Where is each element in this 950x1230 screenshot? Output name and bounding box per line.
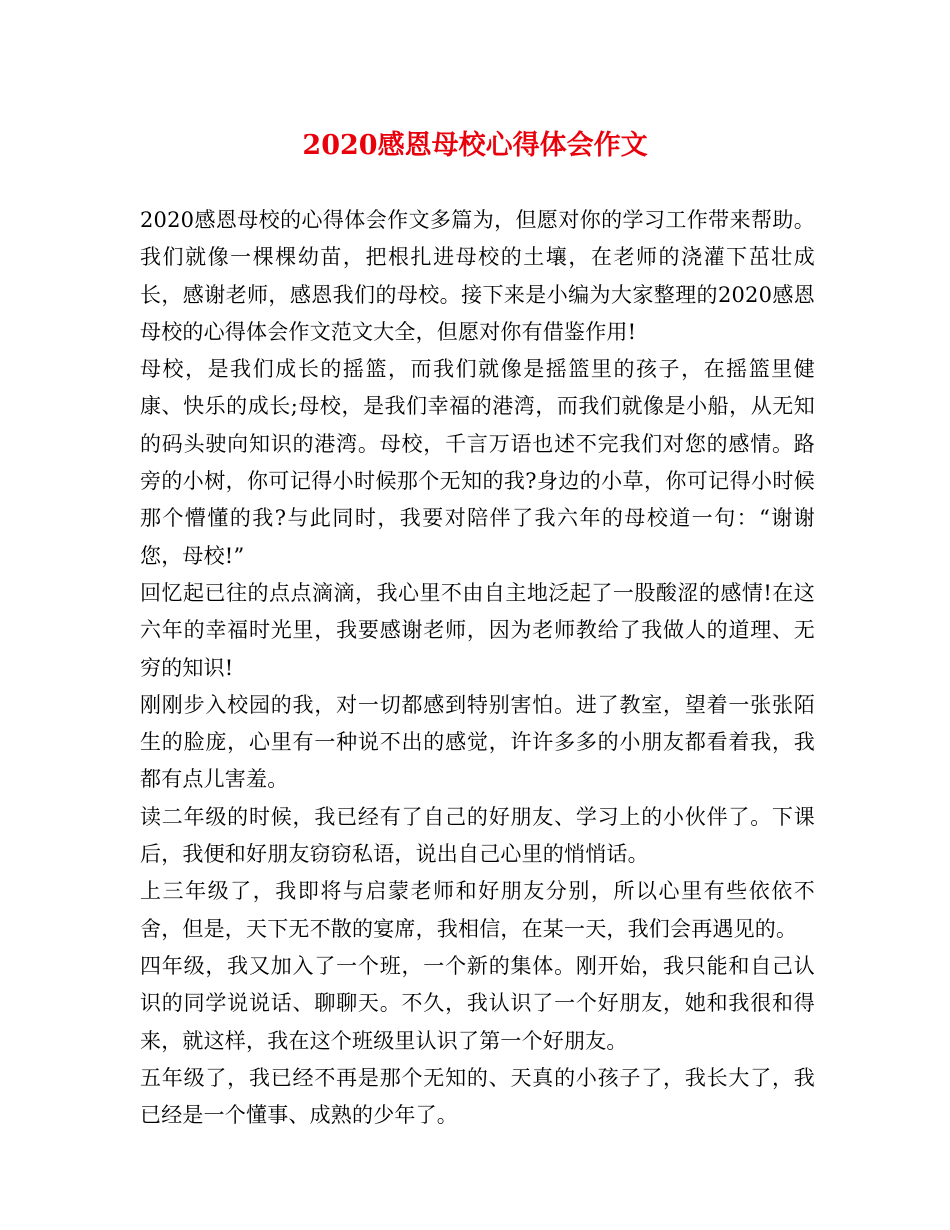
paragraph-first-grade: 刚刚步入校园的我，对一切都感到特别害怕。进了教室，望着一张张陌生的脸庞，心里有一种说不出的感觉，许许多多的小朋友都看着我，我都有点儿害羞。 — [140, 692, 815, 792]
paragraph-fifth-grade: 五年级了，我已经不再是那个无知的、天真的小孩子了，我长大了，我已经是一个懂事、成熟的少年了。 — [140, 1065, 815, 1128]
paragraph-school-cradle: 母校，是我们成长的摇篮，而我们就像是摇篮里的孩子，在摇篮里健康、快乐的成长;母校，是我们幸福的港湾，而我们就像是小船，从无知的码头驶向知识的港湾。母校，千言万语也述不完我们对您的感情。路旁的小树，你可记得小时候那个无知的我?身边的小草，你可记得小时候那个懵懂的我?与此同时，我要对陪伴了我六年的母校道一句：“谢谢您，母校!” — [140, 357, 815, 568]
document-title: 2020感恩母校心得体会作文 — [302, 130, 648, 161]
document-body — [140, 202, 815, 1134]
paragraph-memories: 回忆起已往的点点滴滴，我心里不由自主地泛起了一股酸涩的感情!在这六年的幸福时光里，我要感谢老师，因为老师教给了我做人的道理、无穷的知识! — [140, 580, 815, 680]
paragraph-intro: 2020感恩母校的心得体会作文多篇为，但愿对你的学习工作带来帮助。我们就像一棵棵幼苗，把根扎进母校的土壤，在老师的浇灌下茁壮成长，感谢老师，感恩我们的母校。接下来是小编为大家整理的2020感恩母校的心得体会作文范文大全，但愿对你有借鉴作用! — [140, 208, 815, 344]
paragraph-second-grade: 读二年级的时候，我已经有了自己的好朋友、学习上的小伙伴了。下课后，我便和好朋友窃窃私语，说出自己心里的悄悄话。 — [140, 804, 815, 867]
paragraph-fourth-grade: 四年级，我又加入了一个班，一个新的集体。刚开始，我只能和自己认识的同学说说话、聊聊天。不久，我认识了一个好朋友，她和我很和得来，就这样，我在这个班级里认识了第一个好朋友。 — [140, 953, 815, 1053]
paragraph-third-grade: 上三年级了，我即将与启蒙老师和好朋友分别，所以心里有些依依不舍，但是，天下无不散的宴席，我相信，在某一天，我们会再遇见的。 — [140, 879, 815, 941]
